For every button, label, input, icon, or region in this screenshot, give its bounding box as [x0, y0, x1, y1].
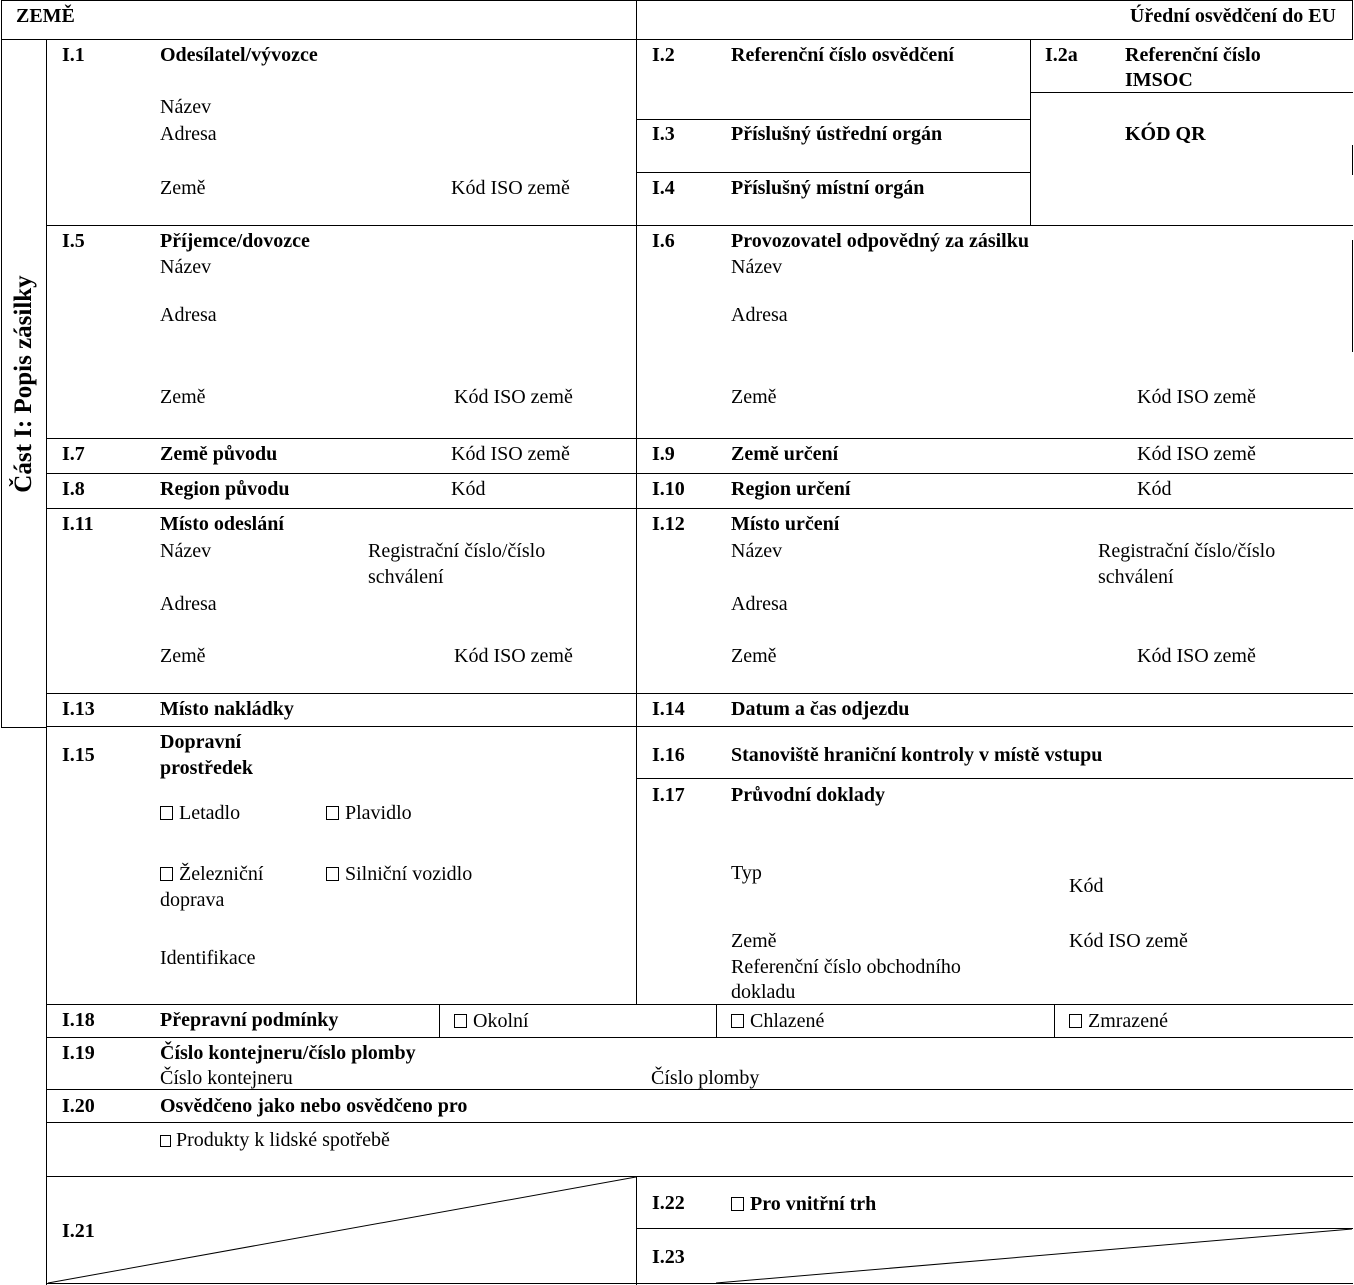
i19-title: Číslo kontejneru/číslo plomby	[160, 1042, 416, 1064]
i6-iso-label: Kód ISO země	[1137, 386, 1256, 408]
i9-title: Země určení	[731, 443, 839, 465]
road-label: Silniční vozidlo	[345, 863, 473, 885]
i6-title: Provozovatel odpovědný za zásilku	[731, 230, 1029, 252]
i10-title: Region určení	[731, 478, 851, 500]
i5-name-label: Název	[160, 256, 212, 278]
i3-title: Příslušný ústřední orgán	[731, 123, 943, 145]
rail-checkbox[interactable]	[160, 867, 173, 881]
frozen-checkbox[interactable]	[1069, 1014, 1082, 1028]
i3-number: I.3	[652, 123, 675, 145]
i12-address-label: Adresa	[731, 593, 788, 615]
i19-seal-label: Číslo plomby	[651, 1067, 760, 1089]
i11-address-label: Adresa	[160, 593, 217, 615]
i15-title-line1: Dopravní	[160, 731, 242, 753]
i1-name-label: Název	[160, 96, 212, 118]
i21-diagonal	[48, 1177, 636, 1283]
i12-reg-line2: schválení	[1098, 566, 1174, 588]
i17-code-label: Kód	[1069, 875, 1104, 897]
i7-iso-label: Kód ISO země	[451, 443, 570, 465]
i5-country-label: Země	[160, 386, 206, 408]
vessel-option[interactable]	[326, 800, 412, 826]
i1-iso-label: Kód ISO země	[451, 177, 570, 199]
i17-iso-label: Kód ISO země	[1069, 930, 1188, 952]
i23-diagonal	[716, 1229, 1352, 1283]
internal-market-checkbox[interactable]	[731, 1197, 744, 1211]
human-consumption-label: Produkty k lidské spotřebě	[176, 1129, 390, 1151]
internal-market-option[interactable]	[731, 1191, 876, 1217]
header-cert-title: Úřední osvědčení do EU	[1129, 5, 1336, 27]
vessel-checkbox[interactable]	[326, 806, 339, 820]
i17-country-label: Země	[731, 930, 777, 952]
i19-number: I.19	[62, 1042, 95, 1064]
i9-number: I.9	[652, 443, 675, 465]
rail-label-line2: doprava	[160, 889, 225, 911]
i14-number: I.14	[652, 698, 685, 720]
i12-title: Místo určení	[731, 513, 840, 535]
i16-title: Stanoviště hraniční kontroly v místě vstupu	[731, 744, 1103, 766]
i2-title: Referenční číslo osvědčení	[731, 44, 954, 66]
i10-number: I.10	[652, 478, 685, 500]
i1-number: I.1	[62, 44, 85, 66]
i11-reg-line2: schválení	[368, 566, 444, 588]
ambient-option[interactable]	[454, 1008, 529, 1034]
i5-number: I.5	[62, 230, 85, 252]
i1-title: Odesílatel/vývozce	[160, 44, 318, 66]
i5-address-label: Adresa	[160, 304, 217, 326]
road-checkbox[interactable]	[326, 867, 339, 881]
aircraft-option[interactable]	[160, 800, 240, 826]
i22-number: I.22	[652, 1192, 685, 1214]
i6-country-label: Země	[731, 386, 777, 408]
i15-number: I.15	[62, 744, 95, 766]
i15-title-line2: prostředek	[160, 757, 253, 779]
i23-number: I.23	[652, 1246, 685, 1268]
frozen-label: Zmrazené	[1088, 1010, 1168, 1032]
i4-number: I.4	[652, 177, 675, 199]
i11-title: Místo odeslání	[160, 513, 284, 535]
i17-type-label: Typ	[731, 862, 762, 884]
i5-iso-label: Kód ISO země	[454, 386, 573, 408]
i12-iso-label: Kód ISO země	[1137, 645, 1256, 667]
human-consumption-checkbox[interactable]	[160, 1135, 171, 1147]
i17-number: I.17	[652, 784, 685, 806]
i8-code-label: Kód	[451, 478, 486, 500]
i14-title: Datum a čas odjezdu	[731, 698, 910, 720]
i2a-title-line1: Referenční číslo	[1125, 44, 1261, 66]
i12-reg-line1: Registrační číslo/číslo	[1098, 540, 1276, 562]
i11-name-label: Název	[160, 540, 212, 562]
i8-title: Region původu	[160, 478, 290, 500]
i1-country-label: Země	[160, 177, 206, 199]
i17-ref-line2: dokladu	[731, 981, 796, 1003]
i15-identification-label: Identifikace	[160, 947, 256, 969]
i11-number: I.11	[62, 513, 94, 535]
i12-number: I.12	[652, 513, 685, 535]
aircraft-label: Letadlo	[179, 802, 241, 824]
human-consumption-option[interactable]	[160, 1127, 390, 1153]
chilled-checkbox[interactable]	[731, 1014, 744, 1028]
i8-number: I.8	[62, 478, 85, 500]
ambient-checkbox[interactable]	[454, 1014, 467, 1028]
i12-name-label: Název	[731, 540, 783, 562]
i13-title: Místo nakládky	[160, 698, 294, 720]
i7-title: Země původu	[160, 443, 278, 465]
side-label-text: Část I: Popis zásilky	[10, 275, 37, 493]
i6-name-label: Název	[731, 256, 783, 278]
i2-number: I.2	[652, 44, 675, 66]
i1-address-label: Adresa	[160, 123, 217, 145]
side-label	[2, 40, 46, 728]
i10-code-label: Kód	[1137, 478, 1172, 500]
aircraft-checkbox[interactable]	[160, 806, 173, 820]
i11-reg-line1: Registrační číslo/číslo	[368, 540, 546, 562]
i22-title: Pro vnitřní trh	[750, 1193, 877, 1215]
i9-iso-label: Kód ISO země	[1137, 443, 1256, 465]
i2a-title-line2: IMSOC	[1125, 69, 1193, 91]
i16-number: I.16	[652, 744, 685, 766]
vessel-label: Plavidlo	[345, 802, 412, 824]
i4-title: Příslušný místní orgán	[731, 177, 925, 199]
i11-iso-label: Kód ISO země	[454, 645, 573, 667]
i5-title: Příjemce/dovozce	[160, 230, 310, 252]
chilled-label: Chlazené	[750, 1010, 825, 1032]
i2a-number: I.2a	[1045, 44, 1078, 66]
i6-number: I.6	[652, 230, 675, 252]
rail-label-line1: Železniční	[179, 863, 264, 885]
frozen-option[interactable]	[1069, 1008, 1168, 1034]
i17-title: Průvodní doklady	[731, 784, 885, 806]
rail-option[interactable]	[160, 861, 263, 887]
i20-number: I.20	[62, 1095, 95, 1117]
ambient-label: Okolní	[473, 1010, 529, 1032]
i6-address-label: Adresa	[731, 304, 788, 326]
i18-number: I.18	[62, 1009, 95, 1031]
header-country: ZEMĚ	[16, 5, 75, 27]
i20-title: Osvědčeno jako nebo osvědčeno pro	[160, 1095, 468, 1117]
i7-number: I.7	[62, 443, 85, 465]
road-option[interactable]	[326, 861, 472, 887]
i11-country-label: Země	[160, 645, 206, 667]
chilled-option[interactable]	[731, 1008, 824, 1034]
i21-number: I.21	[62, 1220, 95, 1242]
i17-ref-line1: Referenční číslo obchodního	[731, 956, 961, 978]
qr-code-label: KÓD QR	[1125, 123, 1206, 145]
i12-country-label: Země	[731, 645, 777, 667]
i19-container-label: Číslo kontejneru	[160, 1067, 293, 1089]
i18-title: Přepravní podmínky	[160, 1009, 339, 1031]
i13-number: I.13	[62, 698, 95, 720]
